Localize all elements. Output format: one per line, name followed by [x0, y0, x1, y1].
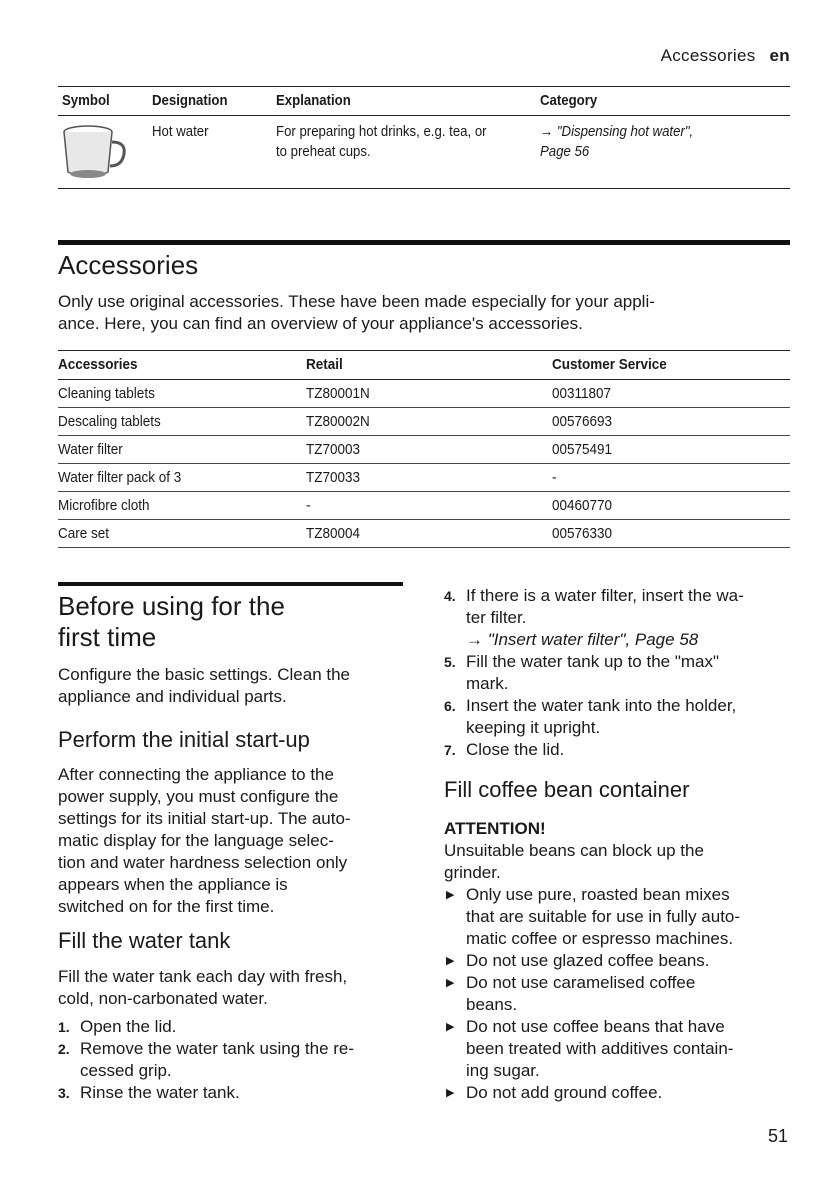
text-line: power supply, you must configure the: [58, 787, 339, 806]
list-item: [444, 1082, 794, 1104]
bullet-triangle-icon: ▶: [446, 889, 455, 901]
table-row: [58, 492, 790, 520]
step-number: 4.: [444, 588, 456, 604]
bullet-triangle-icon: ▶: [446, 977, 455, 989]
list-item: [444, 695, 794, 739]
intro-line: Configure the basic settings. Clean the: [58, 665, 351, 684]
before-first-use-title: [58, 591, 285, 653]
accessories-table: [58, 350, 790, 548]
table-row: [58, 116, 790, 189]
explanation-cell: [276, 122, 487, 162]
accessory-name: Water filter: [58, 441, 123, 458]
service-code: 00311807: [552, 385, 612, 402]
coffee-bean-warning: [444, 818, 794, 884]
list-item: [444, 585, 794, 651]
retail-code: -: [306, 497, 311, 514]
intro-line: ance. Here, you can find an overview of your appliance's accessories.: [58, 314, 583, 333]
step-text: cessed grip.: [80, 1061, 172, 1080]
service-code: 00460770: [552, 497, 613, 514]
table-row: [58, 436, 790, 464]
intro-line: cold, non-carbonated water.: [58, 989, 268, 1008]
intro-line: Fill the water tank each day with fresh,: [58, 967, 348, 986]
attention-label: ATTENTION!: [444, 819, 546, 838]
step-number: 5.: [444, 654, 456, 670]
bullet-triangle-icon: ▶: [446, 1021, 455, 1033]
bullet-triangle-icon: ▶: [446, 955, 455, 967]
accessories-table-header: [58, 351, 790, 380]
service-code: 00576693: [552, 413, 613, 430]
step-text: keeping it upright.: [466, 718, 601, 737]
text-line: switched on for the first time.: [58, 897, 275, 916]
bullet-text: Do not use glazed coffee beans.: [466, 951, 710, 970]
designation-cell: Hot water: [152, 123, 209, 140]
column-rule: [58, 582, 403, 586]
bullet-text: Do not use caramelised coffee: [466, 973, 696, 992]
bullet-text: ing sugar.: [466, 1061, 540, 1080]
bullet-text: Only use pure, roasted bean mixes: [466, 885, 730, 904]
bullet-text: been treated with additives contain-: [466, 1039, 734, 1058]
retail-code: TZ80004: [306, 525, 361, 542]
table-row: [58, 464, 790, 492]
accessory-name: Water filter pack of 3: [58, 469, 182, 486]
retail-code: TZ80002N: [306, 413, 370, 430]
table-row: [58, 380, 790, 408]
insert-water-filter-link[interactable]: → "Insert water filter", Page 58: [466, 630, 699, 649]
category-cell[interactable]: [540, 122, 693, 162]
step-text: ter filter.: [466, 608, 527, 627]
service-code: 00576330: [552, 525, 613, 542]
initial-startup-title: Perform the initial start-up: [58, 727, 310, 752]
warning-line: grinder.: [444, 863, 501, 882]
fill-water-tank-intro: [58, 966, 408, 1010]
symbol-table: [58, 86, 790, 189]
bullet-text: that are suitable for use in fully auto-: [466, 907, 741, 926]
list-item: [58, 1038, 408, 1082]
accessory-name: Microfibre cloth: [58, 497, 150, 514]
intro-line: appliance and individual parts.: [58, 687, 287, 706]
step-number: 3.: [58, 1085, 70, 1101]
coffee-bean-bullets: [444, 884, 794, 1104]
step-text: Rinse the water tank.: [80, 1083, 240, 1102]
step-text: Close the lid.: [466, 740, 565, 759]
col-category: Category: [540, 92, 598, 109]
col-accessories: Accessories: [58, 356, 138, 373]
accessory-name: Care set: [58, 525, 110, 542]
list-item: [444, 884, 794, 950]
step-text: Fill the water tank up to the "max": [466, 652, 720, 671]
accessory-name: Cleaning tablets: [58, 385, 155, 402]
col-retail: Retail: [306, 356, 343, 373]
text-line: matic display for the language selec-: [58, 831, 334, 850]
list-item: [444, 651, 794, 695]
step-text: Remove the water tank using the re-: [80, 1039, 355, 1058]
category-link[interactable]: → "Dispensing hot water",: [540, 123, 694, 140]
bullet-text: Do not add ground coffee.: [466, 1083, 663, 1102]
step-text: Open the lid.: [80, 1017, 177, 1036]
service-code: 00575491: [552, 441, 613, 458]
initial-startup-text: [58, 764, 408, 918]
table-row: [58, 520, 790, 548]
section-rule: [58, 240, 790, 245]
title-line: first time: [58, 622, 157, 652]
list-item: [444, 972, 794, 1016]
intro-line: Only use original accessories. These have been made especially for your appli-: [58, 292, 655, 311]
symbol-table-header: [58, 87, 790, 116]
hot-water-cup-icon: [58, 120, 130, 184]
service-code: -: [552, 469, 557, 486]
step-number: 1.: [58, 1019, 70, 1035]
bullet-text: matic coffee or espresso machines.: [466, 929, 734, 948]
fill-water-tank-title: Fill the water tank: [58, 928, 231, 953]
before-first-use-intro: [58, 664, 408, 708]
accessories-intro: [58, 291, 798, 335]
list-item: [444, 739, 794, 761]
step-text: mark.: [466, 674, 509, 693]
text-line: appears when the appliance is: [58, 875, 288, 894]
title-line: Before using for the: [58, 591, 285, 621]
retail-code: TZ70003: [306, 441, 361, 458]
retail-code: TZ80001N: [306, 385, 370, 402]
warning-line: Unsuitable beans can block up the: [444, 841, 704, 860]
table-row: [58, 408, 790, 436]
text-line: After connecting the appliance to the: [58, 765, 334, 784]
text-line: settings for its initial start-up. The auto-: [58, 809, 351, 828]
accessories-title: Accessories: [58, 250, 199, 280]
col-designation: Designation: [152, 92, 228, 109]
header-section: Accessories: [660, 46, 756, 65]
step-number: 7.: [444, 742, 456, 758]
step-text: If there is a water filter, insert the wa-: [466, 586, 744, 605]
text-line: tion and water hardness selection only: [58, 853, 348, 872]
list-item: [58, 1082, 408, 1104]
col-explanation: Explanation: [276, 92, 351, 109]
list-item: [444, 1016, 794, 1082]
explanation-line: For preparing hot drinks, e.g. tea, or: [276, 123, 487, 140]
explanation-line: to preheat cups.: [276, 143, 371, 160]
water-tank-steps-continued: [444, 585, 794, 761]
col-customer-service: Customer Service: [552, 356, 667, 373]
list-item: [58, 1016, 408, 1038]
header-language: en: [769, 46, 790, 65]
col-symbol: Symbol: [62, 92, 110, 109]
bullet-triangle-icon: ▶: [446, 1087, 455, 1099]
coffee-bean-title: Fill coffee bean container: [444, 777, 690, 802]
bullet-text: Do not use coffee beans that have: [466, 1017, 725, 1036]
bullet-text: beans.: [466, 995, 518, 1014]
water-tank-steps: [58, 1016, 408, 1104]
list-item: [444, 950, 794, 972]
retail-code: TZ70033: [306, 469, 361, 486]
running-header: [661, 46, 790, 66]
step-number: 6.: [444, 698, 456, 714]
accessory-name: Descaling tablets: [58, 413, 161, 430]
category-page-link[interactable]: Page 56: [540, 143, 590, 160]
step-number: 2.: [58, 1041, 70, 1057]
step-text: Insert the water tank into the holder,: [466, 696, 737, 715]
page-number: 51: [767, 1126, 788, 1146]
